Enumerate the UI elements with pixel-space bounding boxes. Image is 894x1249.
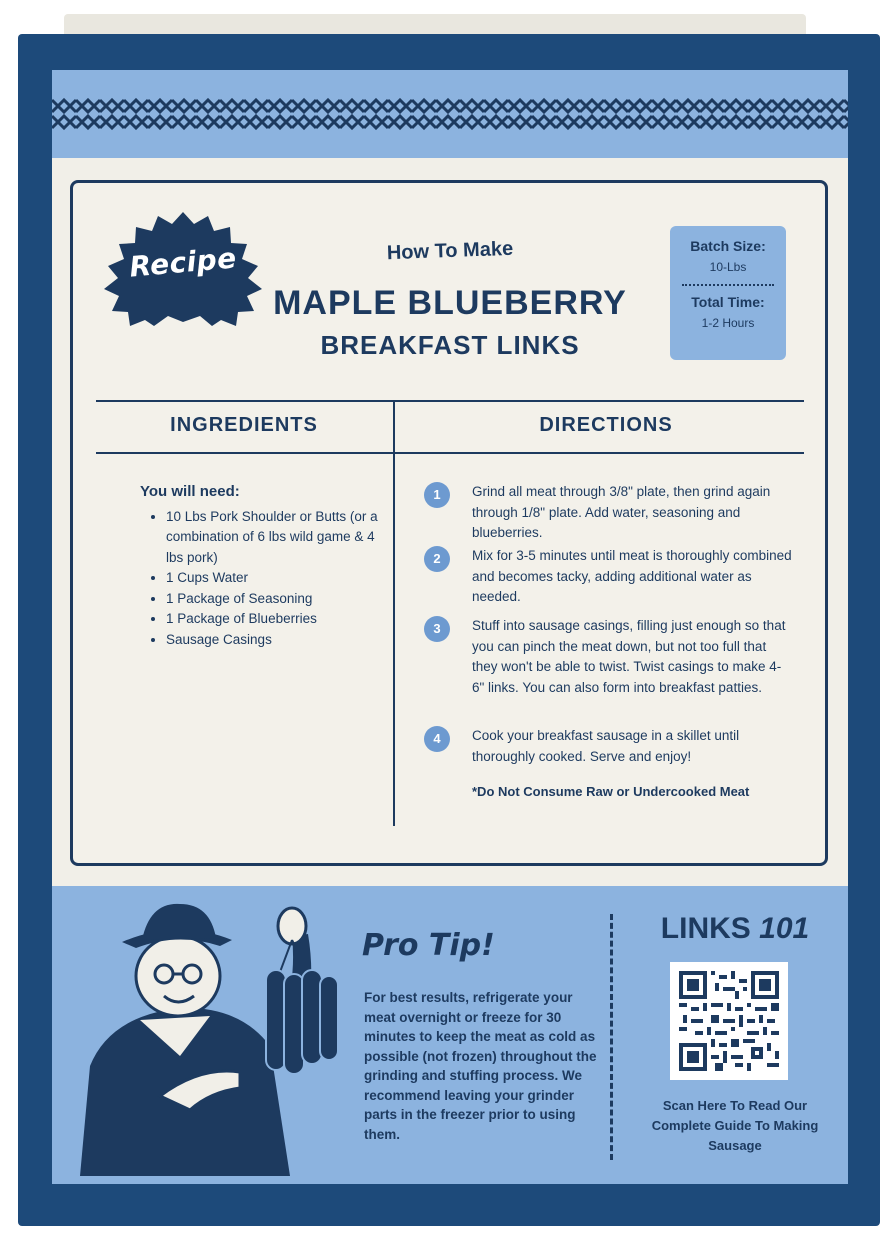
list-item: • 1 Cups Water xyxy=(166,568,380,589)
step-number: 2 xyxy=(424,546,450,572)
step-text: Mix for 3-5 minutes until meat is thoroughly combined and becomes tacky, adding additional water as needed. xyxy=(472,548,792,604)
pro-tip-text: For best results, refrigerate your meat overnight or freeze for 30 minutes to keep the meat as cold as possible (not frozen) throughout the grinding and stuffing process. We recommend leaving your grinder parts in the freezer prior to using them. xyxy=(364,990,597,1142)
ingredients-list xyxy=(140,482,380,650)
links-number: 101 xyxy=(759,912,810,945)
step-text: Stuff into sausage casings, filling just enough so that you can pinch the meat down, but not too full that they won't be able to twist. Twist casings to make 4-6" links. You can also form into breakfast patties. xyxy=(472,618,786,695)
step-text: Grind all meat through 3/8" plate, then grind again through 1/8" plate. Add water, seasoning and blueberries. xyxy=(472,484,771,540)
list-item: • 10 Lbs Pork Shoulder or Butts (or a combination of 6 lbs wild game & 4 lbs pork) xyxy=(166,507,380,569)
divider xyxy=(96,452,804,454)
batch-size-value: 10-Lbs xyxy=(709,260,747,274)
safety-warning: *Do Not Consume Raw or Undercooked Meat xyxy=(472,784,750,799)
batch-size-label: Batch Size: xyxy=(690,238,766,254)
total-time-value: 1-2 Hours xyxy=(701,316,755,330)
recipe-badge-label: Recipe xyxy=(128,241,238,284)
zigzag-pattern-icon xyxy=(52,96,848,132)
top-pattern-band xyxy=(52,70,848,158)
list-item: • 1 Package of Seasoning xyxy=(166,589,380,610)
total-time-label: Total Time: xyxy=(691,294,765,310)
qr-code-pattern xyxy=(679,971,779,1071)
batch-info-box xyxy=(670,226,786,360)
step-number: 3 xyxy=(424,616,450,642)
recipe-title-line1: MAPLE BLUEBERRY xyxy=(273,284,627,322)
links-word: LINKS xyxy=(660,912,751,945)
recipe-title-line2: BREAKFAST LINKS xyxy=(320,330,580,360)
divider xyxy=(96,400,804,402)
links-101-heading xyxy=(650,912,820,946)
butcher-illustration-icon xyxy=(70,896,350,1176)
list-item: • Sausage Casings xyxy=(166,630,380,651)
dotted-divider xyxy=(682,284,774,286)
ingredients-intro: You will need: xyxy=(140,483,240,500)
scan-instructions: Scan Here To Read Our Complete Guide To Making Sausage xyxy=(651,1098,819,1153)
how-to-make: How To Make xyxy=(386,237,514,265)
qr-code-icon[interactable] xyxy=(670,962,788,1080)
step-number: 1 xyxy=(424,482,450,508)
pro-tip-heading: Pro Tip! xyxy=(362,928,495,963)
list-item: • 1 Package of Blueberries xyxy=(166,609,380,630)
box-top-flap xyxy=(64,14,806,36)
directions-heading: DIRECTIONS xyxy=(539,414,673,436)
step-text: Cook your breakfast sausage in a skillet until thoroughly cooked. Serve and enjoy! xyxy=(472,728,740,764)
step-number: 4 xyxy=(424,726,450,752)
dashed-divider xyxy=(610,914,613,1160)
column-divider xyxy=(393,400,395,826)
ingredients-heading: INGREDIENTS xyxy=(170,414,318,436)
